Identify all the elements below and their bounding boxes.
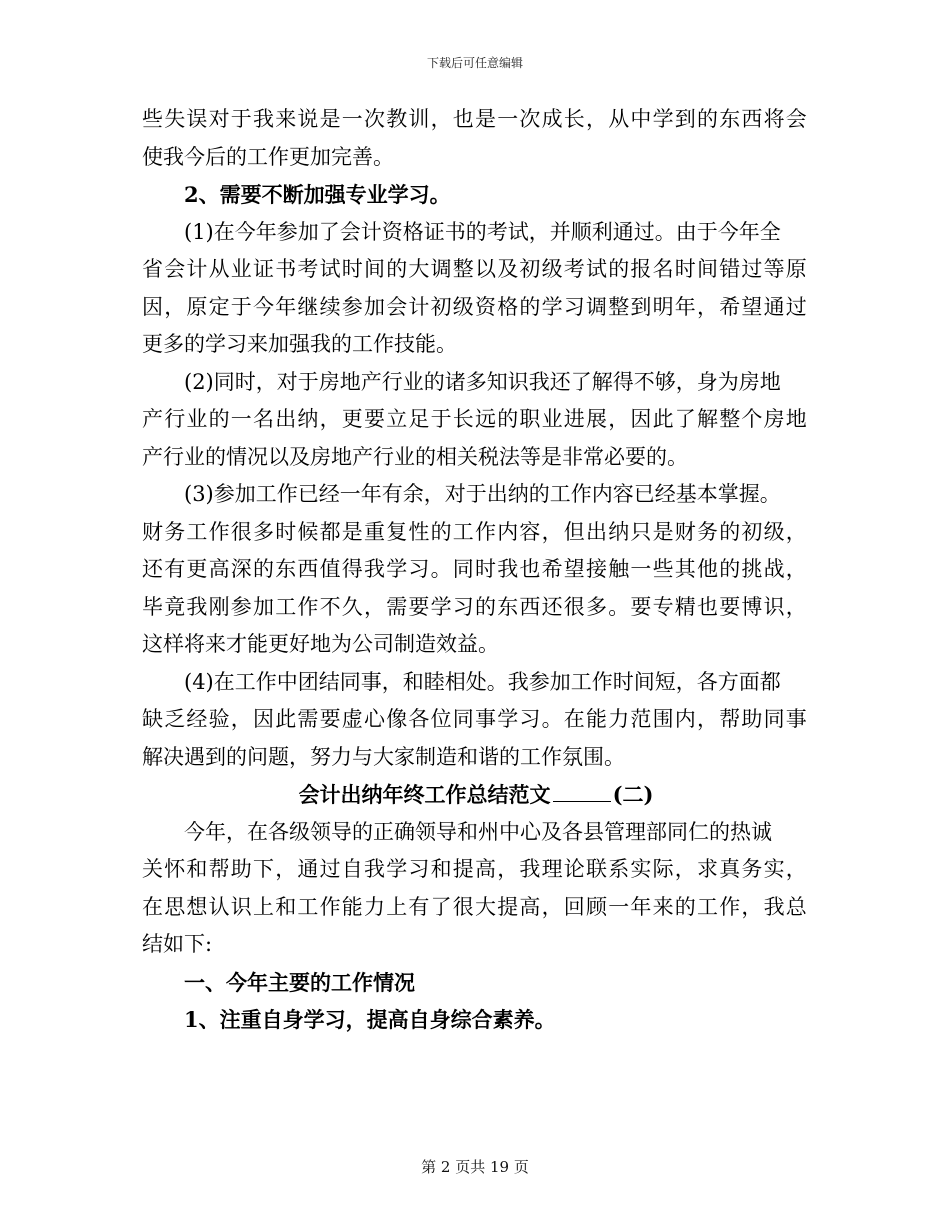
section-heading: 一、今年主要的工作情况	[184, 969, 415, 995]
paragraph-line: 些失误对于我来说是一次教训，也是一次成长，从中学到的东西将会	[142, 107, 808, 131]
paragraph-line: 省会计从业证书考试时间的大调整以及初级考试的报名时间错过等原	[142, 257, 808, 281]
paragraph-line: 在思想认识上和工作能力上有了很大提高，回顾一年来的工作，我总	[142, 894, 808, 919]
paragraph-line: 今年，在各级领导的正确领导和州中心及各县管理部同仁的热诚	[184, 819, 772, 844]
section-heading: 1、注重自身学习，提高自身综合素养。	[184, 1007, 556, 1032]
article-title-suffix: (二)	[612, 782, 654, 807]
page-number: 第 2 页共 19 页	[421, 1158, 529, 1176]
title-blank-underline	[553, 783, 611, 802]
paragraph-line: 产行业的一名出纳，更要立足于长远的职业进展，因此了解整个房地	[142, 407, 808, 431]
paragraph-line: 使我今后的工作更加完善。	[142, 144, 394, 169]
article-title-text: 会计出纳年终工作总结范文	[298, 782, 551, 807]
paragraph-line: 关怀和帮助下，通过自我学习和提高，我理论联系实际，求真务实，	[142, 857, 808, 881]
paragraph-line: (4)在工作中团结同事，和睦相处。我参加工作时间短，各方面都	[184, 669, 781, 694]
paragraph-line: 财务工作很多时候都是重复性的工作内容，但出纳只是财务的初级，	[142, 519, 808, 544]
paragraph-line: (3)参加工作已经一年有余，对于出纳的工作内容已经基本掌握。	[184, 482, 781, 506]
section-heading: 2、需要不断加强专业学习。	[184, 182, 451, 207]
paragraph-line: 这样将来才能更好地为公司制造效益。	[142, 632, 499, 656]
paragraph-line: 更多的学习来加强我的工作技能。	[142, 332, 457, 356]
paragraph-line: (1)在今年参加了会计资格证书的考试，并顺利通过。由于今年全	[184, 219, 781, 244]
document-body	[142, 101, 810, 1039]
header-note: 下载后可任意编辑	[426, 56, 523, 70]
paragraph-line: 结如下:	[142, 932, 213, 956]
paragraph-line: 产行业的情况以及房地产行业的相关税法等是非常必要的。	[142, 444, 688, 469]
paragraph-line: (2)同时，对于房地产行业的诸多知识我还了解得不够，身为房地	[184, 369, 781, 394]
paragraph-line: 解决遇到的问题，努力与大家制造和谐的工作氛围。	[142, 744, 625, 769]
paragraph-line: 还有更高深的东西值得我学习。同时我也希望接触一些其他的挑战，	[142, 557, 808, 581]
paragraph-line: 因，原定于今年继续参加会计初级资格的学习调整到明年，希望通过	[142, 294, 808, 319]
paragraph-line: 毕竟我刚参加工作不久，需要学习的东西还很多。要专精也要博识，	[142, 594, 808, 619]
article-title	[142, 776, 810, 814]
paragraph-line: 缺乏经验，因此需要虚心像各位同事学习。在能力范围内，帮助同事	[142, 707, 808, 731]
